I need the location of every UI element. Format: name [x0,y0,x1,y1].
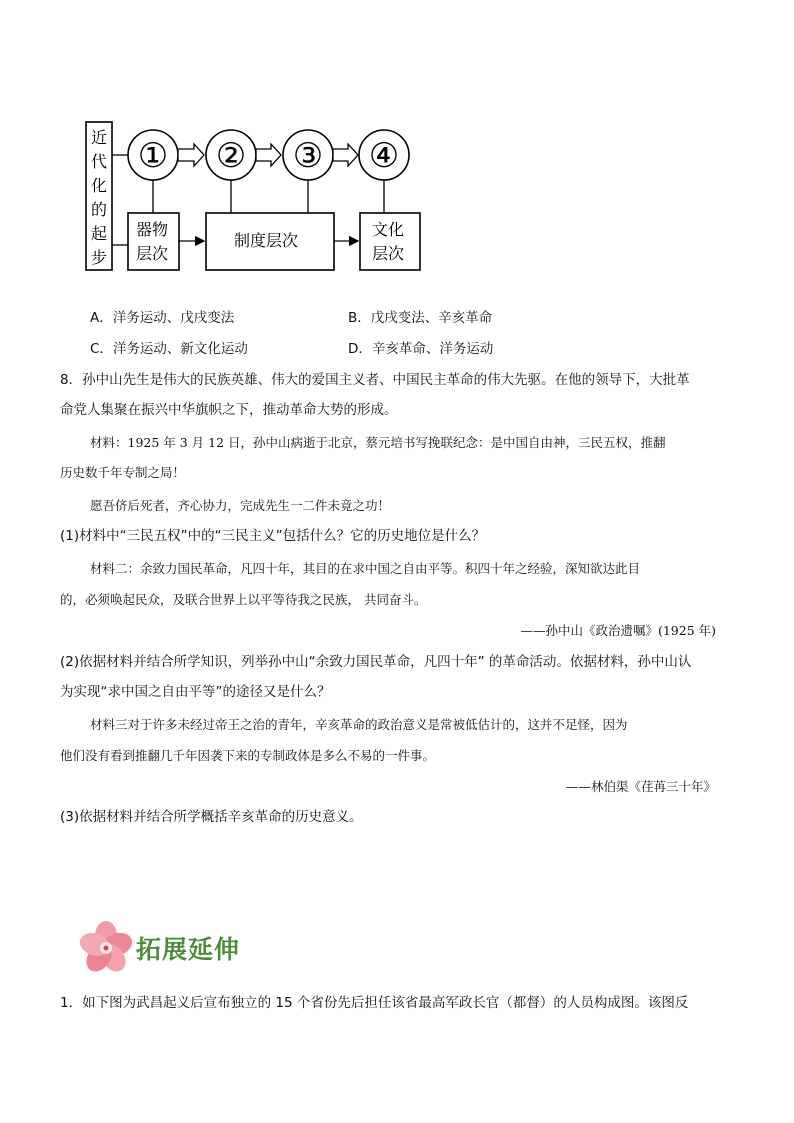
arrow-1-2 [178,144,204,166]
material2-line1: 材料二：余致力国民革命，凡四十年，其目的在求中国之自由平等。积四十年之经验，深知欲达此目 [90,561,641,576]
material1-line3: 愿吾侪后死者，齐心协力，完成先生一二件未竟之功！ [90,498,391,513]
box-wenhua-line1: 文化 [372,220,405,239]
vertical-label-char: 步 [90,248,108,267]
section-title-extension: 拓展延伸 [136,935,241,964]
flower-icon [78,921,134,975]
arrow-2-3 [256,144,281,166]
box-zhidu-label: 制度层次 [234,231,299,250]
circle-4-label: ④ [368,136,400,176]
option-d: D．辛亥革命、洋务运动 [348,341,494,357]
arrow-3-4 [333,144,358,166]
circle-1-label: ① [137,136,169,176]
box-qiwu-line2: 层次 [136,244,169,263]
material2-line2: 的，必须唤起民众，及联合世界上以平等待我之民族， 共同奋斗。 [60,592,427,607]
vertical-label-char: 的 [90,200,108,219]
extension-q1-line1: 1．如下图为武昌起义后宣布独立的 15 个省份先后担任该省最高军政长官（都督）的人员构成图。该图反 [60,995,689,1011]
vertical-label-char: 代 [90,152,108,171]
material3-line2: 他们没有看到推翻几千年因袭下来的专制政体是多么不易的一件事。 [60,748,436,763]
option-b: B．戊戌变法、辛亥革命 [348,310,493,326]
option-c: C．洋务运动、新文化运动 [90,341,248,357]
material1-line1: 材料：1925 年 3 月 12 日，孙中山病逝于北京，蔡元培书写挽联纪念：是中国自由神，三民五权，推翻 [90,435,666,450]
q8-subquestion-2-line2: 为实现“求中国之自由平等”的途径又是什么？ [60,684,331,700]
modernization-diagram [84,120,429,275]
q8-subquestion-2-line1: (2)依据材料并结合所学知识，列举孙中山“余致力国民革命，凡四十年” 的革命活动。依据材料，孙中山认 [60,654,692,670]
material1-line2: 历史数千年专制之局！ [60,465,186,480]
vertical-label-char: 化 [90,176,108,195]
vertical-label-char: 近 [90,128,108,147]
circle-3-label: ③ [292,136,324,176]
option-a: A．洋务运动、戊戌变法 [90,310,235,326]
vertical-label-char: 起 [90,224,108,243]
material3-line1: 材料三对于许多未经过帝王之治的青年，辛亥革命的政治意义是常被低估计的，这并不足怪，因为 [90,717,628,732]
box-qiwu-line1: 器物 [136,220,169,239]
q8-stem-line2: 命党人集聚在振兴中华旗帜之下，推动革命大势的形成。 [60,402,398,418]
box-wenhua-line2: 层次 [372,244,405,263]
circle-2-label: ② [215,136,247,176]
material2-source: ——孙中山《政治遗嘱》(1925 年) [520,623,716,638]
material3-source: ——林伯渠《荏苒三十年》 [565,779,716,794]
q8-stem-line1: 8．孙中山先生是伟大的民族英雄、伟大的爱国主义者、中国民主革命的伟大先驱。在他的领导下，大批革 [60,372,690,388]
q8-subquestion-1: (1)材料中“三民五权”中的“三民主义”包括什么？它的历史地位是什么？ [60,528,486,544]
q8-subquestion-3: (3)依据材料并结合所学概括辛亥革命的历史意义。 [60,809,363,825]
